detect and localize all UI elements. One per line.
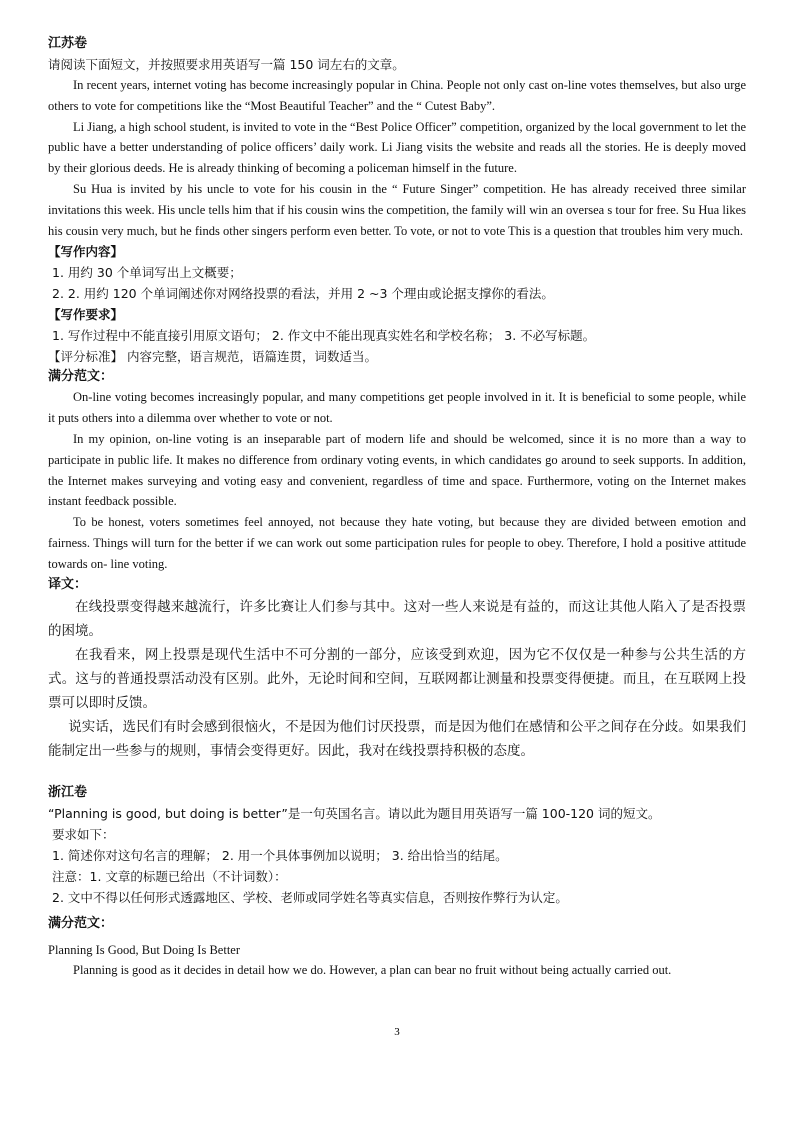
document-page — [48, 34, 746, 981]
model-essay-p3: To be honest, voters sometimes feel annoyed, not because they hate voting, but because they are divided between emotion and fairness. Things will turn for the better if we can work out some participation rules for people to obey. Therefore, I hold a positive attitude towards on- line voting. — [48, 515, 746, 571]
translation-heading: 译文： — [48, 576, 88, 592]
criteria-text: 【评分标准】 内容完整，语言规范，语篇连贯，词数适当。 — [48, 349, 377, 365]
translation-p2: 在我看来，网上投票是现代生活中不可分割的一部分，应该受到欢迎，因为它不仅仅是一种参与公共生活的方式。这与的普通投票活动没有区别。此外，无论时间和空间，互联网都让测量和投票变得便捷。而且，在互联网上投票可以即时反馈。 — [48, 646, 746, 711]
jiangsu-instruction: 请阅读下面短文，并按照要求用英语写一篇 150 词左右的文章。 — [48, 57, 405, 72]
jiangsu-passage-p2: Li Jiang, a high school student, is invited to vote in the “Best Police Officer” competition, organized by the local government to let the public have a better understanding of police officers’ daily work. Li Jiang visits the website and reads all the stories. He is deeply moved by their glorious deeds. He is already thinking of becoming a policeman himself in the future. — [48, 119, 746, 176]
content-item-1: 1. 用约 30 个单词写出上文概要； — [52, 265, 242, 281]
translation-p3: 说实话，选民们有时会感到很恼火，不是因为他们讨厌投票，而是因为他们在感情和公平之间存在分歧。如果我们能制定出一些参与的规则，事情会变得更好。因此，我对在线投票持积极的态度。 — [48, 718, 746, 759]
jiangsu-passage-p1: In recent years, internet voting has become increasingly popular in China. People not only cast on-line votes themselves, but also urge others to vote for competitions like the “Most Beautiful Teacher” and the “ Cutest Baby”. — [48, 78, 746, 113]
model-essay-p1: On-line voting becomes increasingly popular, and many competitions get people involved in it. It is beneficial to some people, while it puts others into a dilemma over whether to vote or not. — [48, 390, 746, 426]
jiangsu-passage-p3: Su Hua is invited by his uncle to vote for his cousin in the “ Future Singer” competition. He has already received three similar invitations this week. His uncle tells him that if his cousin wins the competition, the family will win an oversea s tour for free. Su Hua likes his cousin very much, but he finds other singers perform even better. To vote, or not to vote This is a question that troubles him very much. — [48, 181, 746, 238]
translation-p1: 在线投票变得越来越流行，许多比赛让人们参与其中。这对一些人来说是有益的，而这让其他人陷入了是否投票的困境。 — [48, 598, 746, 639]
zhejiang-essay-p1: Planning is good as it decides in detail how we do. However, a plan can bear no fruit without being actually carried out. — [73, 963, 672, 978]
model-essay-p2: In my opinion, on-line voting is an inseparable part of modern life and should be welcomed, since it is no more than a way to participate in public life. It makes no difference from ordinary voting events, in which candidates go around to seek supports. In addition, the Internet makes surveying and voting easy and convenient, regardless of time and space. Furthermore, voting on the Internet makes instant feedback possible. — [48, 431, 746, 509]
requirements-text: 1. 写作过程中不能直接引用原文语句； 2. 作文中不能出现真实姓名和学校名称； 3. 不必写标题。 — [52, 328, 596, 344]
zhejiang-essay-title: Planning Is Good, But Doing Is Better — [48, 942, 241, 957]
zhejiang-note-2: 2. 文中不得以任何形式透露地区、学校、老师或同学姓名等真实信息，否则按作弊行为认定。 — [52, 889, 568, 905]
zhejiang-title: 浙江卷 — [48, 784, 88, 800]
requirements-heading: 【写作要求】 — [48, 307, 124, 323]
jiangsu-model-heading: 满分范文： — [48, 369, 114, 385]
page-number: 3 — [394, 1026, 400, 1038]
jiangsu-title: 江苏卷 — [48, 36, 88, 51]
zhejiang-req-items: 1. 简述你对这句名言的理解； 2. 用一个具体事例加以说明； 3. 给出恰当的结尾。 — [52, 847, 508, 863]
zhejiang-model-heading: 满分范文： — [48, 915, 114, 931]
zhejiang-req-heading: 要求如下： — [52, 826, 115, 842]
zhejiang-prompt: “Planning is good, but doing is better”是一句英国名言。请以此为题目用英语写一篇 100-120 词的短文。 — [48, 805, 661, 821]
content-item-2: 2. 2. 用约 120 个单词阐述你对网络投票的看法，并用 2 ~3 个理由或论据支撑你的看法。 — [52, 286, 554, 302]
content-heading: 【写作内容】 — [48, 244, 124, 260]
zhejiang-note-1: 注意：1. 文章的标题已给出（不计词数）： — [52, 868, 287, 884]
